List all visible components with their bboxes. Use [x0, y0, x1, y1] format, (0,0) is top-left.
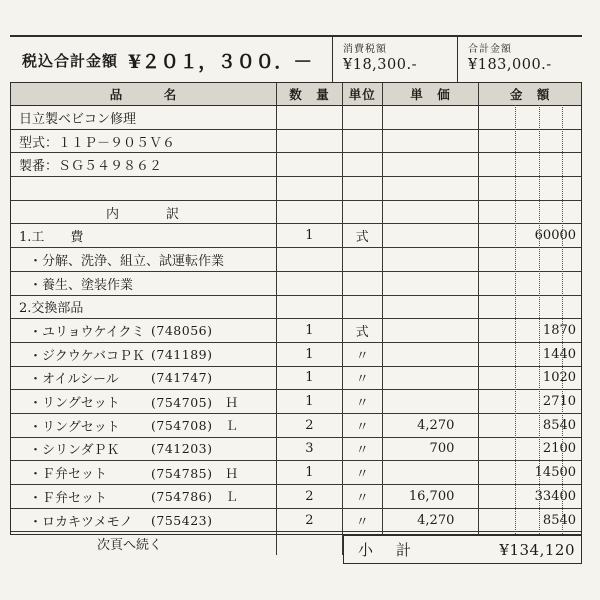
- item-name-text: ・Ｆ弁セット: [29, 490, 108, 506]
- unit-cell: [343, 248, 383, 271]
- unit-cell: [343, 106, 383, 129]
- part-number: (748056): [151, 323, 213, 339]
- item-name-cell: [11, 485, 277, 508]
- unit-price-cell: [383, 248, 480, 271]
- item-name-text: 日立製ベビコン修理: [19, 111, 137, 127]
- unit-cell: 〃: [343, 485, 383, 508]
- grand-total-value: ¥183,000.-: [468, 57, 552, 73]
- table-row: [11, 106, 581, 130]
- amount-cell: [479, 130, 581, 153]
- unit-price-cell: [383, 319, 480, 342]
- item-name-text: 型式：１１Ｐ－９０５Ｖ６: [19, 135, 176, 151]
- header-unit-price: 単 価: [383, 83, 480, 105]
- unit-cell: 式: [343, 224, 383, 247]
- quantity-cell: 2: [277, 509, 343, 532]
- item-name-cell: [11, 130, 277, 153]
- header-quantity: 数 量: [277, 83, 343, 105]
- amount-cell: [479, 248, 581, 271]
- part-number: (754708) Ｌ: [151, 418, 239, 434]
- quantity-cell: [277, 532, 343, 555]
- table-row: [11, 319, 581, 343]
- amount-cell: 8540: [542, 512, 577, 528]
- amount-cell: [479, 106, 581, 129]
- quantity-cell: 2: [277, 485, 343, 508]
- item-name-text: 次頁へ続く: [97, 538, 163, 554]
- unit-price-cell: [383, 224, 480, 247]
- grand-total-label: 合計金額: [468, 44, 512, 55]
- consumption-tax-block: [332, 37, 457, 84]
- consumption-tax-value: ¥18,300.-: [343, 57, 417, 73]
- item-name-text: ・ジクウケバコＰＫ: [29, 348, 145, 364]
- amount-cell: 1870: [542, 323, 577, 339]
- unit-cell: [343, 296, 383, 319]
- item-name-text: 製番：ＳＧ５４９８６２: [19, 159, 163, 175]
- total-with-tax-block: [10, 37, 332, 84]
- item-name-cell: [11, 106, 277, 129]
- header-amount: 金 額: [509, 87, 551, 102]
- quantity-cell: [277, 130, 343, 153]
- quantity-cell: [277, 248, 343, 271]
- item-name-cell: [11, 201, 277, 224]
- table-row: [11, 509, 581, 533]
- subtotal-label: 小 計: [358, 541, 416, 559]
- table-row: [11, 296, 581, 320]
- table-row: [11, 153, 581, 177]
- item-name-cell: [11, 461, 277, 484]
- quantity-cell: 1: [277, 367, 343, 390]
- item-name-cell: [11, 532, 277, 555]
- table-row: [11, 248, 581, 272]
- subtotal-box: [343, 535, 582, 564]
- unit-price-cell: [383, 106, 480, 129]
- table-row: [11, 343, 581, 367]
- item-name-text: ・Ｆ弁セット: [29, 467, 108, 483]
- consumption-tax-label: 消費税額: [343, 44, 387, 55]
- total-with-tax-label: 税込合計金額: [22, 52, 119, 70]
- item-name-text: ・分解、洗浄、組立、試運転作業: [29, 253, 225, 269]
- table-row: [11, 130, 581, 154]
- quantity-cell: 3: [277, 438, 343, 461]
- grand-total-block: [457, 37, 582, 84]
- table-body: [11, 106, 581, 555]
- header-item-name: 品 名: [11, 83, 277, 105]
- quantity-cell: [277, 177, 343, 200]
- unit-cell: [343, 177, 383, 200]
- item-name-cell: [11, 153, 277, 176]
- table-row: [11, 224, 581, 248]
- summary-band: [10, 35, 582, 84]
- table-row: [11, 390, 581, 414]
- table-row: [11, 485, 581, 509]
- item-name-text: ・リングセット: [29, 419, 120, 435]
- quantity-cell: [277, 272, 343, 295]
- item-name-text: 2.交換部品: [19, 301, 84, 317]
- item-name-cell: [11, 343, 277, 366]
- item-name-cell: [11, 367, 277, 390]
- table-row: [11, 461, 581, 485]
- unit-price-cell: [383, 367, 480, 390]
- quantity-cell: 1: [277, 343, 343, 366]
- unit-price-cell: [383, 153, 480, 176]
- amount-cell: [479, 177, 581, 200]
- unit-price-cell: 16,700: [383, 485, 480, 508]
- item-name-text: ・ユリョウケイクミ: [29, 325, 145, 341]
- amount-cell: [479, 153, 581, 176]
- item-name-cell: [11, 414, 277, 437]
- header-unit: 単位: [343, 83, 383, 105]
- subtotal-value: ¥134,120: [499, 540, 575, 559]
- unit-price-cell: [383, 390, 480, 413]
- part-number: (755423): [151, 512, 213, 528]
- item-name-text: ・オイルシール: [29, 372, 119, 388]
- unit-price-cell: [383, 130, 480, 153]
- quantity-cell: 1: [277, 224, 343, 247]
- unit-cell: 〃: [343, 414, 383, 437]
- amount-cell: [479, 201, 581, 224]
- table-row: [11, 414, 581, 438]
- unit-cell: 〃: [343, 509, 383, 532]
- unit-price-cell: [383, 177, 480, 200]
- part-number: (741747): [151, 370, 213, 386]
- unit-price-cell: [383, 296, 480, 319]
- part-number: (741203): [151, 441, 213, 457]
- unit-cell: 〃: [343, 343, 383, 366]
- table-header-row: [11, 83, 581, 106]
- item-name-cell: [11, 272, 277, 295]
- unit-cell: 〃: [343, 461, 383, 484]
- unit-cell: 〃: [343, 390, 383, 413]
- item-name-cell: [11, 224, 277, 247]
- item-name-cell: [11, 390, 277, 413]
- amount-cell: 33400: [534, 488, 577, 504]
- table-row: [11, 272, 581, 296]
- unit-cell: [343, 130, 383, 153]
- amount-cell: [479, 296, 581, 319]
- table-row: [11, 438, 581, 462]
- part-number: (754785) Ｈ: [151, 465, 239, 481]
- quantity-cell: 1: [277, 390, 343, 413]
- table-row: [11, 201, 581, 225]
- quantity-cell: 2: [277, 414, 343, 437]
- quantity-cell: [277, 106, 343, 129]
- amount-cell: 14500: [534, 465, 577, 481]
- item-name-cell: [11, 509, 277, 532]
- item-name-cell: [11, 248, 277, 271]
- part-number: (754786) Ｌ: [151, 489, 239, 505]
- unit-cell: 式: [343, 319, 383, 342]
- unit-cell: 〃: [343, 367, 383, 390]
- unit-price-cell: [383, 343, 480, 366]
- unit-price-cell: [383, 272, 480, 295]
- unit-price-cell: [383, 201, 480, 224]
- quantity-cell: 1: [277, 319, 343, 342]
- item-name-text: 1.工 費: [19, 230, 84, 246]
- amount-cell: 2710: [542, 394, 577, 410]
- item-name-text: ・ロカキツメモノ: [29, 514, 133, 530]
- quantity-cell: [277, 201, 343, 224]
- item-name-text: ・養生、塗装作業: [29, 277, 134, 293]
- item-name-cell: [11, 296, 277, 319]
- unit-cell: 〃: [343, 438, 383, 461]
- unit-price-cell: 4,270: [383, 509, 480, 532]
- part-number: (754705) Ｈ: [151, 394, 239, 410]
- unit-price-cell: [383, 461, 480, 484]
- table-row: [11, 177, 581, 201]
- quantity-cell: 1: [277, 461, 343, 484]
- unit-cell: [343, 272, 383, 295]
- item-name-text: ・シリンダＰＫ: [29, 443, 120, 459]
- amount-cell: 1440: [542, 346, 577, 362]
- unit-price-cell: 4,270: [383, 414, 480, 437]
- table-row: [11, 367, 581, 391]
- amount-cell: 8540: [542, 417, 577, 433]
- unit-cell: [343, 201, 383, 224]
- item-name-cell: [11, 438, 277, 461]
- amount-cell: 1020: [542, 370, 577, 386]
- item-name-cell: [11, 319, 277, 342]
- item-name-cell: [11, 177, 277, 200]
- quantity-cell: [277, 296, 343, 319]
- unit-cell: [343, 153, 383, 176]
- part-number: (741189): [151, 346, 213, 362]
- amount-cell: 2100: [542, 441, 577, 457]
- amount-cell: 60000: [534, 228, 577, 244]
- quantity-cell: [277, 153, 343, 176]
- amount-cell: [479, 272, 581, 295]
- total-with-tax-value: ¥２０１，３００．－: [128, 51, 313, 73]
- item-name-text: ・リングセット: [29, 396, 120, 412]
- unit-price-cell: 700: [383, 438, 480, 461]
- item-name-text: 内 訳: [106, 206, 182, 222]
